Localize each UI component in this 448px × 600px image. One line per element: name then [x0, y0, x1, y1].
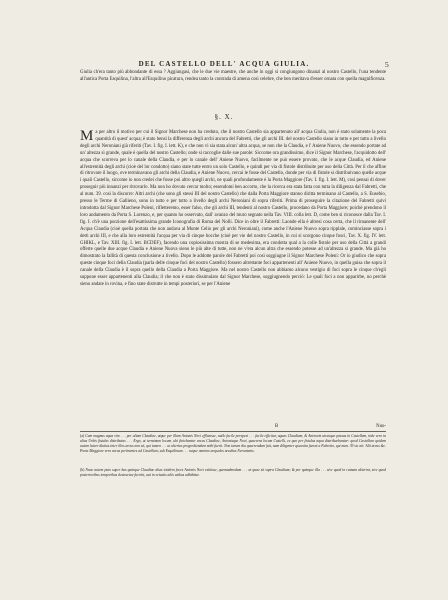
section-title: §. X. [214, 113, 234, 121]
main-paragraph: Ma per altro il motivo per cui il Signor Marchese non ha creduto, che il nostro Castello sia appartenuto all' acqua Giulia, non è stato solamente la poca quantità di quest' acqua; è stato bensì la differenza degli archi ancora del Fabretti, che gli archi III. del nostro Castello siano in tutto e per tutto a livello degli archi Neroniani già riferiti (Tav. I. fig. I. lett. K), e che non vi sia stata alcun' altra acqua, se non che la Claudia, e l' Aniene Nuovo, che essendo portate ad un' altezza sì grande, quale è quella del nostro Castello; onde si raccoglie dalle sue parole: Siccome ora grandissimo, dice il Signor Marchese, l'acquidotto dell' acqua che scorreva per lo canale della Claudia, e per lo canale dell' Aniene Nuovo, facilmente ne può essere provato, che le acque Claudia, ed Aniene all'estremità degli archi (cioè del lor condotto) siano state tutte entro un solo Castello, e quindi per via di fistole distribuite per uso della Città. Per il che affine di ritrovare il luogo, ove terminavano gli archi della Claudia, e Aniene Nuovo, cercai le fosse del Castello, donde per via di fistole si distribuivano quelle acque i quali Castello, siccome io non credei che fosse poi altro quegli archi, ne quali profondamente è la Porta Maggiore (Tav. I. fig. I. lett. M), così pensai di dover proseguir più innanzi per ritrovarlo. Ma non ho dovuto cercar molto; essendomi ben accorto, che la ricerca era stata fatta con tutta la diligenza dal Fabretti, che al num. 39. così la discorre: Altri archi (che sono gli stessi III del nostro Castello) che dalla Porta Maggiore stanno diritta terminano al Castello, a S. Eusebio, presso le Terme di Gallieno, sono in tutto e per tutto a livello degli archi Neroniani di sopra riferiti. Prima di proseguire la citazione del Fabretti quivi introdotta dal Signor Marchese Poleni, rifletteremo, esser falso, che gli archi III, tendenti al nostro Castello, procedano da Porta Maggiore; poichè prendono il loro andamento da Porta S. Lorenzo, e, per quanto ho osservato, dall' avanzo del muro segnato nella Tav. VIII. colla lett. D, come ben si riconosce dalla Tav. I. fig. I. ch'è una porzione dell'esattissima grande Iconografia di Roma del Nolli. Dice in oltre il Fabretti: Laonde ella è altresì cosa certa, che il rimanente dell' Acqua Claudia (cioè quella portata che non andava al Monte Celio per gli archi Neroniani), come anche l'Aniene Nuovo sopra ripplale, cominciasse sopra i detti archi III, e che alla loro estremità l'acqua per via di cinque bocche (cioè per vie del nostro Castello, in cui si scorgono cinque fosci, Tav. X. fig. IV. lett. GHIKL, e Tav. XIII. fig. I. lett. BCDEF), facendo una copiosissima mostra di se medesima, era condotta qual a la colle fistole per uso della Città a grandi offerte quelle due acque Claudia e Aniene Nuova sieno le più alte di tutte, non ne v'era alcun altra che essendo potesse ad un'altezza sì grande. Ma già ho dimostrato la fallità di questa conclusione a livello. Dopo le addotte parole del Fabretti poi così soggiugne il Signor Marchese Poleni: Or io giudico che sopra queste cinque foci della Claudia (parla delle cinque foci del nostro Castello) fossero altrettante foci appartenenti all' Aniene Nuovo, in quella guisa che sopra il canale della Claudia è il sopra quello della Claudia a Porta Maggiore. Ma nel nostro Castello non abbiamo alcuno vestigio di foci sopra le cinque ch'egli suppone esser appartenenti alla Claudia; il che non è stato dissimulato dal Signor Marchese, soggiugnendo perciò: Le quali foci a non apparirbe, no perchè sieno andate in rovina, e fino state distrutte in tempi posteriori, se per l'Aniene [80, 128, 386, 287]
footnote-mark: (a) [80, 434, 85, 438]
page-number: 5 [385, 60, 389, 69]
running-head: DEL CASTELLO DELL' ACQUA GIULIA. [138, 60, 310, 68]
catchword: Nuo- [376, 424, 386, 429]
footnote-rule [80, 431, 386, 432]
footnote-text: Nunc autem puto super has quinque Claudiae alias totidem foces Anionis Novi extitisse, quemadmodum . . . ut quae sit supra Claudiam; & per quinque illa . . . sive quod in ruinam abierint, sive quod posterioribus temporibus destructae fuerint, aut in vetustis aliis usibus adhibitae. [80, 468, 386, 477]
footnote [80, 434, 386, 466]
footnote-text: Cum magnus aqua vim . . . per aliam Claudiae, atque per illam Anionis Novi effluxisse, nullo facile perspexi . . . facile efficitur, aquas Claudiam, & Anionem utrasque passas in Castellum, inde vero in alias Urbis fistulas distributas . . . Ergo, ut terminum locum, ubi finiebantur arcus Claudiae, Anionisque Novi, quaerens locum Castelli, ex quo per fistulas aqua distribuebantur: quod Castellum quidem autem latere diutius inter illos arcus non sit, qui tamen . . . ut ulterius progrediendum mihi fuerit. Non tamen diu quaerendum fuit, nam diligenter quaesita fuerat a Fabretto, qui num. 39 sic ait: Alii arcus &c. Porta Maggiore vero arcus pertinentes ad Castellum, sub Esquilinum . . . neque omnino aequales arcubus Neronianis. [80, 434, 387, 453]
intro-paragraph: Giulia ch'era tanto più abbondante di essa ? Aggiungasi, che le due vie maestre, che anche in oggi si congiungono dinanzi al nostro Castello, l'una tendente all'antica Porta Esquilina, l'altra all'Esquilino picatura, rendea tanto la contrada di amena così celebre, che ben meritava d'esser ornata con quella magnificenza. [80, 70, 386, 82]
footnote [80, 468, 386, 490]
footnote-mark: (b) [80, 468, 85, 472]
signature-mark: B [275, 424, 279, 429]
